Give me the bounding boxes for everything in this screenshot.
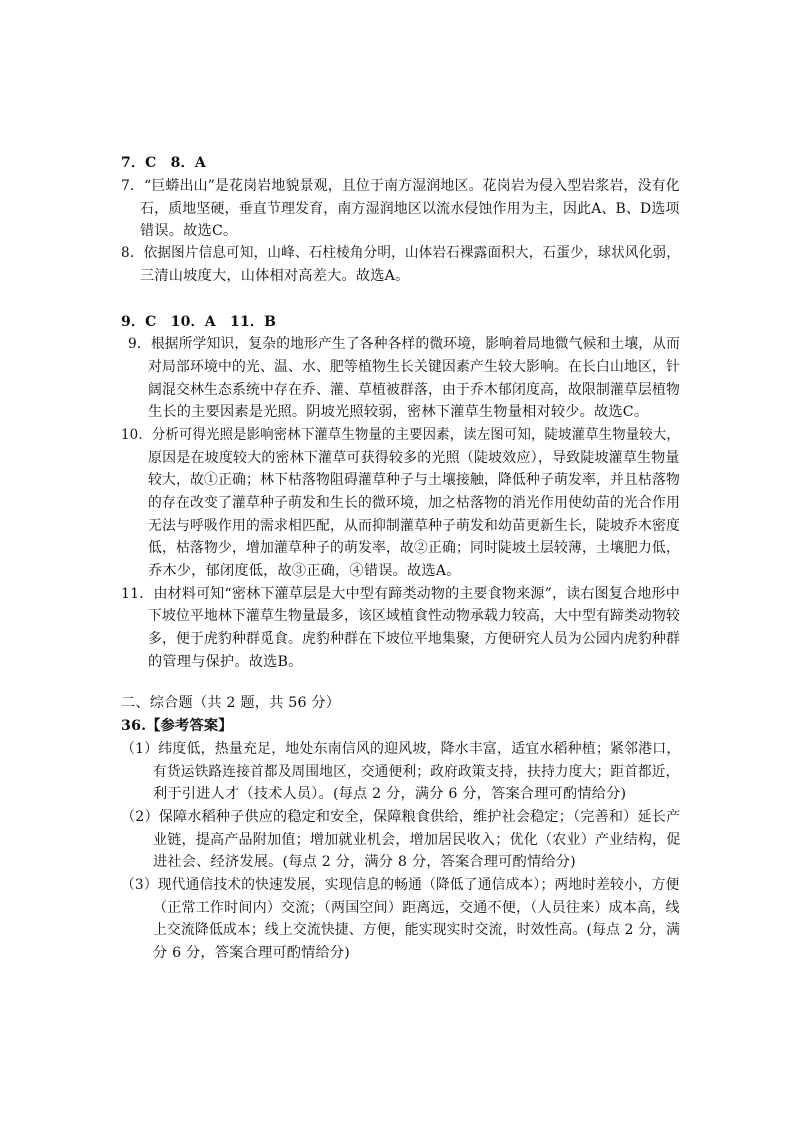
q9-line-2: 对局部环境中的光、温、水、肥等植物生长关键因素产生较大影响。在长白山地区，针 [148,359,680,375]
q36-part1-line-2: 有货运铁路连接首都及周围地区，交通便利；政府政策支持，扶持力度大；距首都近， [153,764,680,780]
q10-line-5: 无法与呼吸作用的需求相匹配，从而抑制灌草种子萌发和幼苗更新生长，陡坡乔木密度 [148,518,680,534]
answers-7-8: 7．C 8．A [121,155,206,171]
q36-part1-line-1: （1）纬度低，热量充足，地处东南信风的迎风坡，降水丰富，适宜水稻种植；紧邻港口， [121,741,681,757]
section-title: 二、综合题（共 2 题，共 56 分） [121,695,341,711]
q9-line-1: 9．根据所学知识，复杂的地形产生了各种各样的微环境，影响着局地微气候和土壤，从而 [128,336,681,352]
q8-line-2: 三清山坡度大，山体相对高差大。故选A。 [140,268,410,284]
q36-part3-line-4: 分 6 分，答案合理可酌情给分) [153,945,351,961]
q11-line-2: 下坡位平地林下灌草生物量最多，该区域植食性动物承载力较高，大中型有蹄类动物较 [148,608,680,624]
q10-line-4: 的存在改变了灌草种子萌发和生长的微环境，加之枯落物的消光作用使幼苗的光合作用 [148,495,680,511]
q36-part3-line-2: （正常工作时间内）交流；（两国空间）距离远，交通不便，（人员往来）成本高，线 [153,900,680,916]
q10-line-1: 10．分析可得光照是影响密林下灌草生物量的主要因素，读左图可知，陡坡灌草生物量较大， [121,427,680,443]
q36-part2-line-1: （2）保障水稻种子供应的稳定和安全，保障粮食供给，维护社会稳定；（完善和）延长产 [121,809,681,825]
q36-header: 36.【参考答案】 [121,718,233,734]
q36-part2-line-3: 进社会、经济发展。(每点 2 分，满分 8 分，答案合理可酌情给分) [153,854,576,870]
q10-line-7: 乔木少，郁闭度低，故③正确，④错误。故选A。 [148,563,461,579]
q36-part3-line-3: 上交流降低成本；线上交流快捷、方便，能实现实时交流，时效性高。(每点 2 分，满 [153,922,681,938]
q10-line-2: 原因是在坡度较大的密林下灌草可获得较多的光照（陡坡效应），导致陡坡灌草生物量 [148,450,680,466]
q10-line-6: 低，枯落物少，增加灌草种子的萌发率，故②正确；同时陡坡土层较薄，土壤肥力低， [148,540,680,556]
q10-line-3: 较大，故①正确；林下枯落物阻碍灌草种子与土壤接触，降低种子萌发率，并且枯落物 [148,472,680,488]
q7-line-3: 错误。故选C。 [140,223,238,239]
q36-part1-line-3: 利于引进人才（技术人员）。(每点 2 分，满分 6 分，答案合理可酌情给分) [153,786,627,802]
q11-line-3: 多，便于虎豹种群觅食。虎豹种群在下坡位平地集聚，方便研究人员为公园内虎豹种群 [148,631,680,647]
q7-line-1: 7．“巨蟒出山”是花岗岩地貌景观，且位于南方湿润地区。花岗岩为侵入型岩浆岩，没有化 [121,178,680,194]
answers-9-11: 9．C 10．A 11．B [121,314,277,330]
q8-line-1: 8．依据图片信息可知，山峰、石柱棱角分明，山体岩石裸露面积大，石蛋少，球状风化弱， [121,245,681,261]
q9-line-3: 阔混交林生态系统中存在乔、灌、草植被群落，由于乔木郁闭度高，故限制灌草层植物 [148,382,680,398]
q11-line-1: 11．由材料可知“密林下灌草层是大中型有蹄类动物的主要食物来源”，读右图复合地形中 [121,586,680,602]
q7-line-2: 石，质地坚硬，垂直节理发育，南方湿润地区以流水侵蚀作用为主，因此A、B、D选项 [140,201,680,217]
q9-line-4: 生长的主要因素是光照。阴坡光照较弱，密林下灌草生物量相对较少。故选C。 [148,404,649,420]
q11-line-4: 的管理与保护。故选B。 [148,654,303,670]
q36-part2-line-2: 业链，提高产品附加值；增加就业机会，增加居民收入；优化（农业）产业结构，促 [153,832,681,848]
q36-part3-line-1: （3）现代通信技术的快速发展，实现信息的畅通（降低了通信成本）；两地时差较小，方便 [121,877,680,893]
